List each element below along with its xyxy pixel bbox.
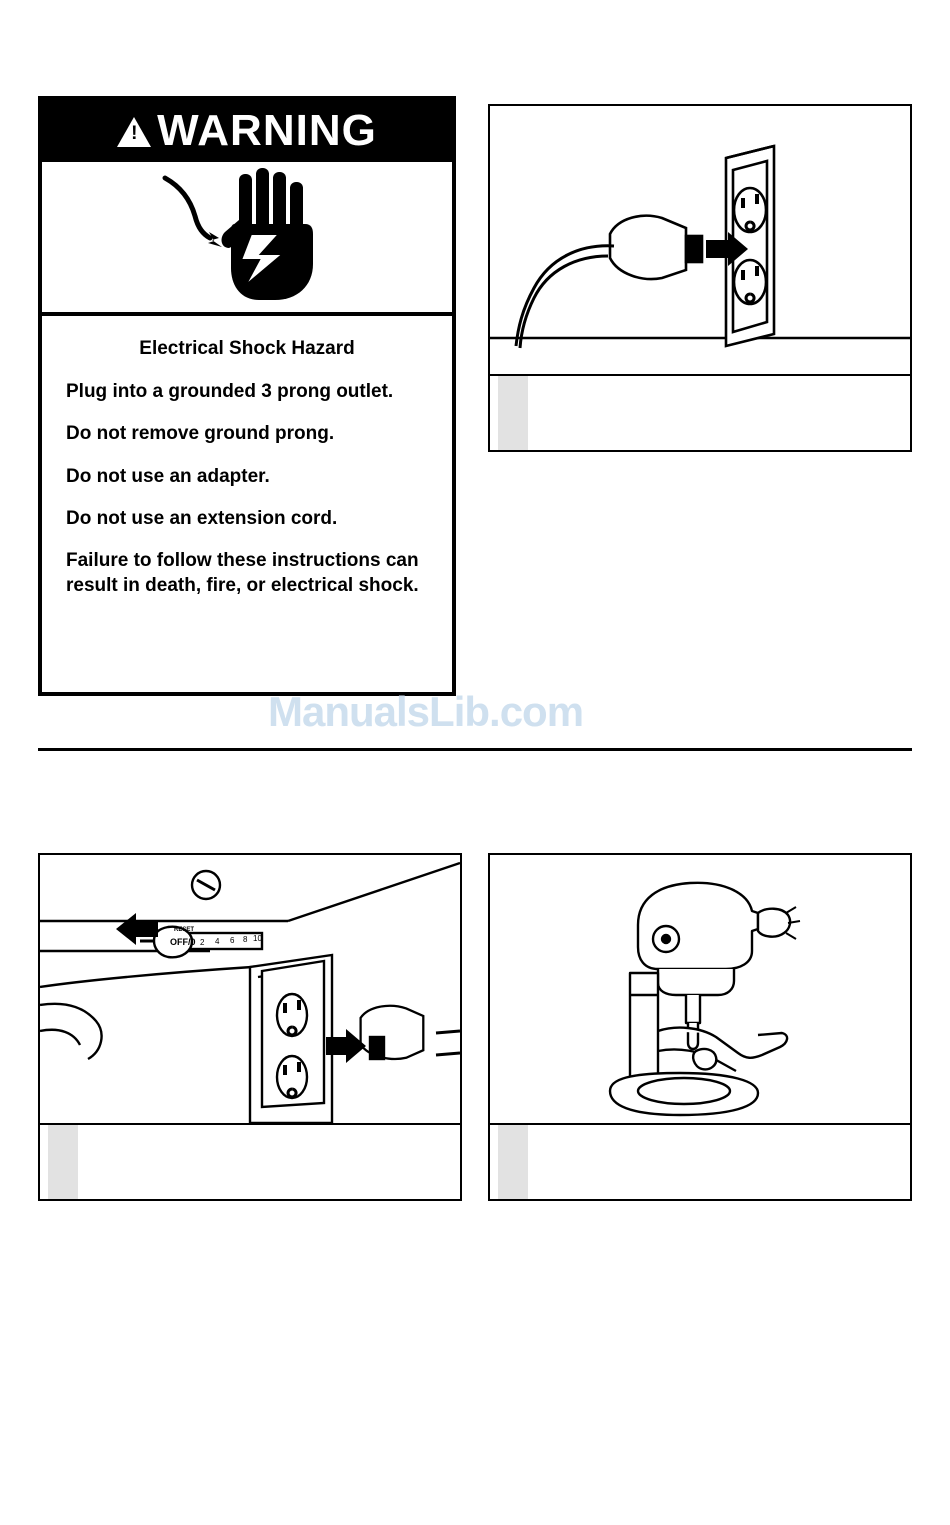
- warning-instruction-2: Do not remove ground prong.: [66, 423, 335, 445]
- warning-instruction-1: Plug into a grounded 3 prong outlet.: [66, 381, 394, 402]
- electrical-shock-hand-icon: [147, 168, 347, 313]
- warning-box: [38, 96, 456, 696]
- svg-text:8: 8: [243, 935, 248, 944]
- svg-text:10: 10: [253, 934, 262, 943]
- power-cord-plug-inserting-into-wall-outlet: [490, 106, 910, 374]
- warning-triangle-icon: [117, 117, 151, 147]
- figure-caption-speed-off-and-unplug: [40, 1123, 460, 1199]
- warning-hazard-title: Electrical Shock Hazard: [139, 338, 355, 359]
- warning-header-label: WARNING: [157, 106, 377, 155]
- svg-text:RESET: RESET: [174, 927, 195, 933]
- svg-text:2: 2: [200, 938, 205, 947]
- warning-instruction-4: Do not use an extension cord.: [66, 507, 338, 529]
- figure-plug-into-outlet: [488, 104, 912, 452]
- warning-instruction-3: Do not use an adapter.: [66, 465, 270, 487]
- caption-tab: [498, 376, 528, 450]
- warning-header: [42, 100, 452, 162]
- warning-instruction-5: Failure to follow these instructions can result in death, fire, or electrical shock.: [66, 550, 419, 596]
- section-divider: [38, 748, 912, 751]
- svg-text:6: 6: [230, 936, 235, 945]
- warning-pictogram-panel: [42, 162, 452, 316]
- caption-tab: [498, 1125, 528, 1199]
- warning-body: [42, 316, 452, 608]
- figure-stand-mixer: [488, 853, 912, 1201]
- figure-speed-off-and-unplug: [38, 853, 462, 1201]
- figure-caption-plug-into-outlet: [490, 374, 910, 450]
- svg-text:OFF/0: OFF/0: [170, 937, 196, 947]
- watermark: ManualsLib.com: [268, 688, 584, 735]
- figure-caption-stand-mixer: [490, 1123, 910, 1199]
- bowl-lift-stand-mixer: [490, 855, 910, 1123]
- mixer-speed-control-set-to-off-and-plug-removed-from-outlet: [40, 855, 460, 1123]
- svg-text:4: 4: [215, 937, 220, 946]
- caption-tab: [48, 1125, 78, 1199]
